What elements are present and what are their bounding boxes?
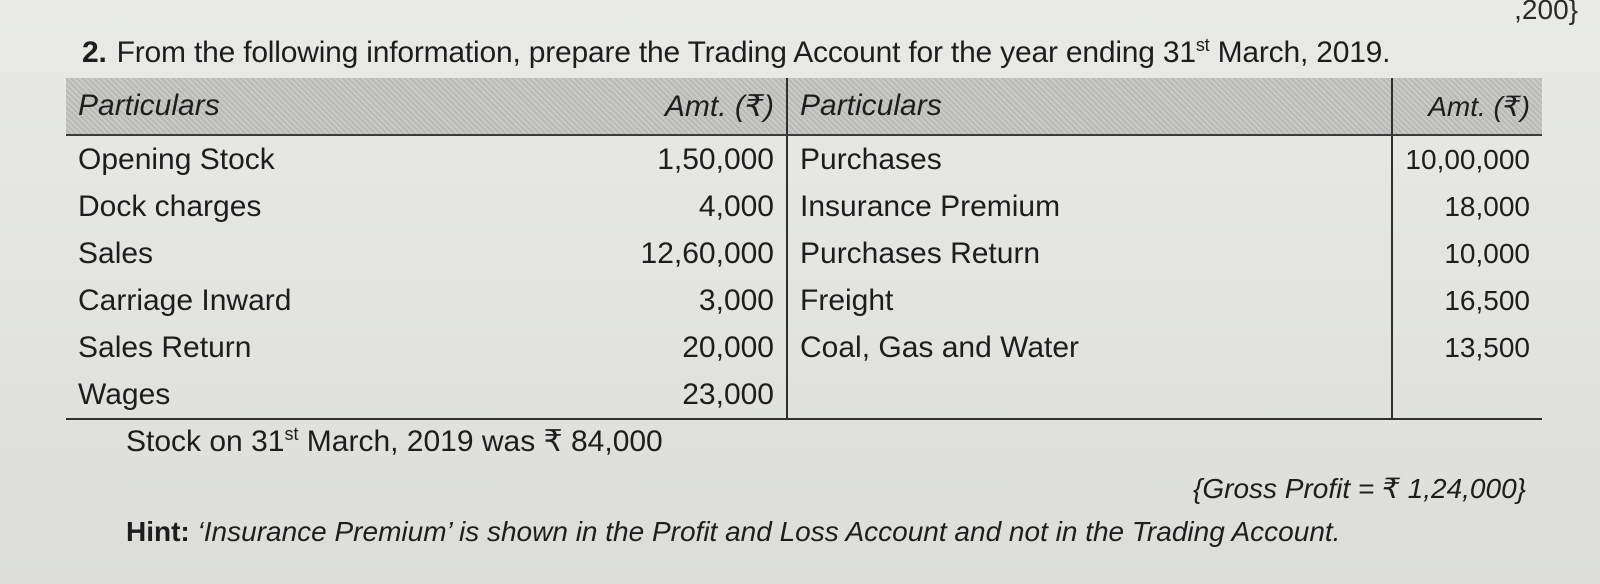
table-row	[66, 230, 1542, 277]
stock-note-sup: st	[284, 424, 299, 444]
left-amount: 20,000	[610, 324, 787, 371]
hint-body: ‘Insurance Premium’ is shown in the Profit and Loss Account and not in the Trading Account.	[189, 516, 1341, 547]
hint-label: Hint:	[126, 516, 190, 547]
left-particular: Dock charges	[78, 189, 262, 223]
left-particular: Carriage Inward	[78, 283, 292, 317]
right-amount: 10,000	[1392, 230, 1542, 277]
right-particular: Purchases Return	[800, 236, 1041, 270]
right-particular: Coal, Gas and Water	[800, 330, 1080, 364]
right-particular: Purchases	[800, 142, 942, 176]
left-particular: Wages	[66, 371, 610, 419]
left-amount: 4,000	[610, 183, 787, 230]
header-particulars-left: Particulars	[66, 78, 610, 135]
table-row	[66, 135, 1542, 183]
header-amount-right: Amt. (₹)	[1392, 78, 1542, 135]
right-particular: Insurance Premium	[800, 189, 1061, 223]
closing-stock-note	[126, 424, 663, 459]
left-particular: Sales Return	[78, 330, 252, 364]
trading-info-table	[66, 78, 1542, 420]
right-amount: 18,000	[1392, 183, 1542, 230]
table-row	[66, 371, 1542, 419]
right-amount: 10,00,000	[1392, 135, 1542, 183]
question-number: 2.	[82, 36, 107, 69]
table-row	[66, 324, 1542, 371]
right-amount: 13,500	[1392, 324, 1542, 371]
table-header-row	[66, 78, 1542, 135]
stock-note-after: March, 2019 was ₹ 84,000	[298, 425, 663, 458]
right-particular: Freight	[800, 283, 894, 317]
header-particulars-right: Particulars	[787, 78, 1392, 135]
question-sup: st	[1195, 35, 1210, 55]
right-amount	[1392, 371, 1542, 419]
left-particular: Sales	[78, 236, 154, 270]
table-row	[66, 183, 1542, 230]
question-text-after: March, 2019.	[1209, 36, 1391, 69]
left-amount: 3,000	[610, 277, 787, 324]
question-text-before: From the following information, prepare the Trading Account for the year ending 31	[116, 36, 1196, 69]
hint-text	[126, 516, 1340, 548]
left-amount: 1,50,000	[610, 135, 787, 183]
table-row	[66, 277, 1542, 324]
right-particular	[787, 371, 1392, 419]
header-amount-left: Amt. (₹)	[610, 78, 787, 135]
question-text	[82, 36, 1542, 70]
corner-note: ,200}	[1514, 0, 1578, 25]
stock-note-before: Stock on 31	[126, 425, 285, 458]
left-amount: 12,60,000	[610, 230, 787, 277]
gross-profit-answer: {Gross Profit = ₹ 1,24,000}	[1192, 473, 1526, 504]
left-amount: 23,000	[610, 371, 787, 419]
right-amount: 16,500	[1392, 277, 1542, 324]
left-particular: Opening Stock	[78, 142, 275, 176]
